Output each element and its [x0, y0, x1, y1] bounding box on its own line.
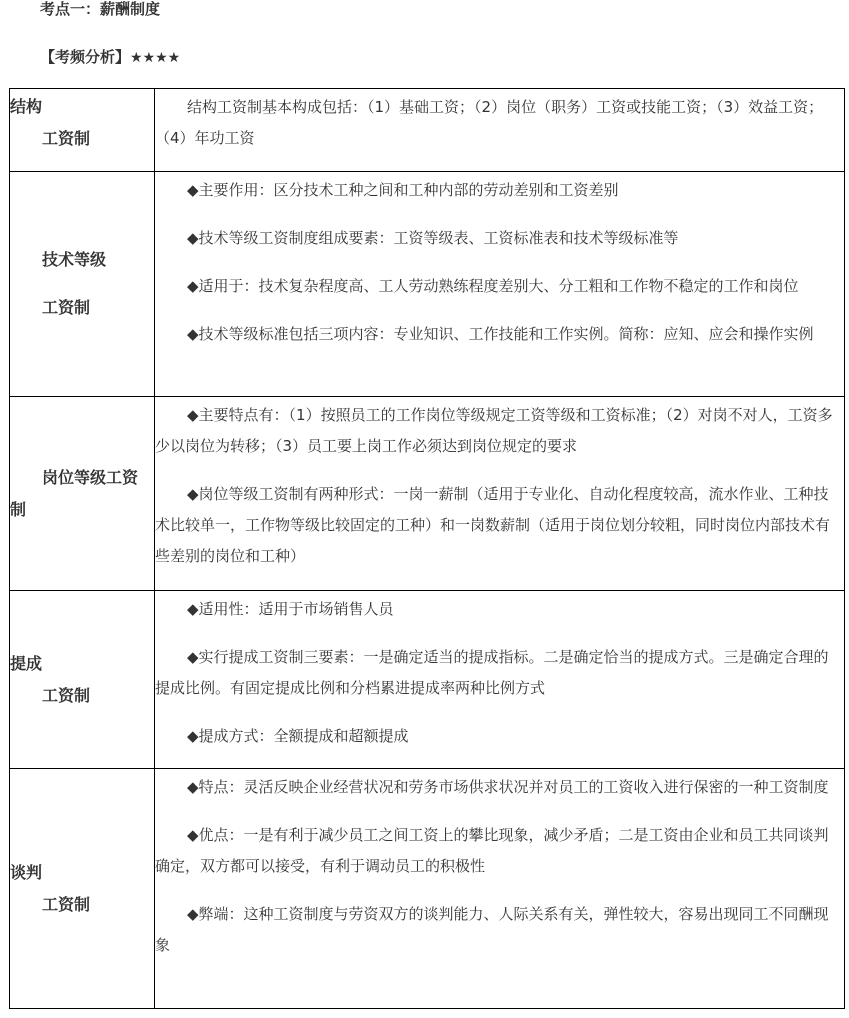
row-content-negotiation — [155, 769, 845, 1009]
paragraph: ◆实行提成工资制三要素：一是确定适当的提成指标。二是确定恰当的提成方式。三是确定合理的提成比例。有固定提成比例和分档累进提成率两种比例方式 — [155, 648, 829, 697]
paragraph: ◆主要作用：区分技术工种之间和工种内部的劳动差别和工资差别 — [187, 181, 619, 199]
row-label-line1: 岗位等级工资 — [42, 467, 139, 487]
frequency-label: 【考频分析】 — [40, 48, 131, 66]
paragraph: ◆适用性：适用于市场销售人员 — [187, 600, 394, 618]
paragraph: ◆优点：一是有利于减少员工之间工资上的攀比现象，减少矛盾；二是工资由企业和员工共同谈判确定，双方都可以接受，有利于调动员工的积极性 — [155, 826, 829, 875]
row-label-line2: 工资制 — [42, 129, 91, 148]
row-label-line2: 工资制 — [42, 298, 91, 317]
row-label-line1: 提成 — [10, 653, 43, 673]
paragraph: ◆岗位等级工资制有两种形式：一岗一薪制（适用于专业化、自动化程度较高，流水作业、工种技术比较单一，工作物等级比较固定的工种）和一岗数薪制（适用于岗位划分较粗，同时岗位内部技术有些差别的岗位和工种） — [155, 485, 831, 565]
frequency-analysis — [40, 47, 180, 68]
row-content-commission — [155, 591, 845, 769]
row-content-structure — [155, 89, 845, 172]
paragraph: 结构工资制基本构成包括：（1）基础工资；（2）岗位（职务）工资或技能工资；（3）效益工资；（4）年功工资 — [155, 98, 824, 147]
paragraph: ◆主要特点有：（1）按照员工的工作岗位等级规定工资等级和工资标准；（2）对岗不对人，工资多少以岗位为转移；（3）员工要上岗工作必须达到岗位规定的要求 — [155, 406, 833, 455]
paragraph: ◆技术等级工资制度组成要素：工资等级表、工资标准表和技术等级标准等 — [187, 229, 679, 247]
row-label-line1: 谈判 — [10, 862, 43, 882]
star-rating: ★★★★ — [130, 50, 181, 66]
paragraph: ◆特点：灵活反映企业经营状况和劳务市场供求状况并对员工的工资收入进行保密的一种工资制度 — [187, 778, 829, 796]
row-label-line2: 工资制 — [42, 894, 91, 914]
row-content-technical-grade — [155, 172, 845, 397]
row-label-position-grade — [10, 397, 155, 591]
row-content-position-grade — [155, 397, 845, 591]
row-label-line1: 结构 — [10, 97, 43, 116]
row-label-negotiation — [10, 769, 155, 1009]
paragraph: ◆技术等级标准包括三项内容：专业知识、工作技能和工作实例。简称：应知、应会和操作实例 — [187, 325, 814, 343]
paragraph: ◆适用于：技术复杂程度高、工人劳动熟练程度差别大、分工粗和工作物不稳定的工作和岗位 — [187, 277, 799, 295]
row-label-structure — [10, 89, 155, 172]
row-label-line1: 技术等级 — [42, 250, 107, 269]
table-row — [10, 591, 845, 769]
table-row — [10, 89, 845, 172]
salary-system-table — [9, 88, 845, 1009]
table-row — [10, 769, 845, 1009]
paragraph: ◆弊端：这种工资制度与劳资双方的谈判能力、人际关系有关，弹性较大，容易出现同工不同酬现象 — [155, 905, 829, 954]
row-label-line2: 制 — [10, 499, 27, 519]
paragraph: ◆提成方式：全额提成和超额提成 — [187, 727, 409, 745]
row-label-technical-grade — [10, 172, 155, 397]
row-label-commission — [10, 591, 155, 769]
row-label-line2: 工资制 — [42, 685, 91, 705]
table-row — [10, 172, 845, 397]
page-title: 考点一：薪酬制度 — [40, 0, 161, 18]
table-row — [10, 397, 845, 591]
